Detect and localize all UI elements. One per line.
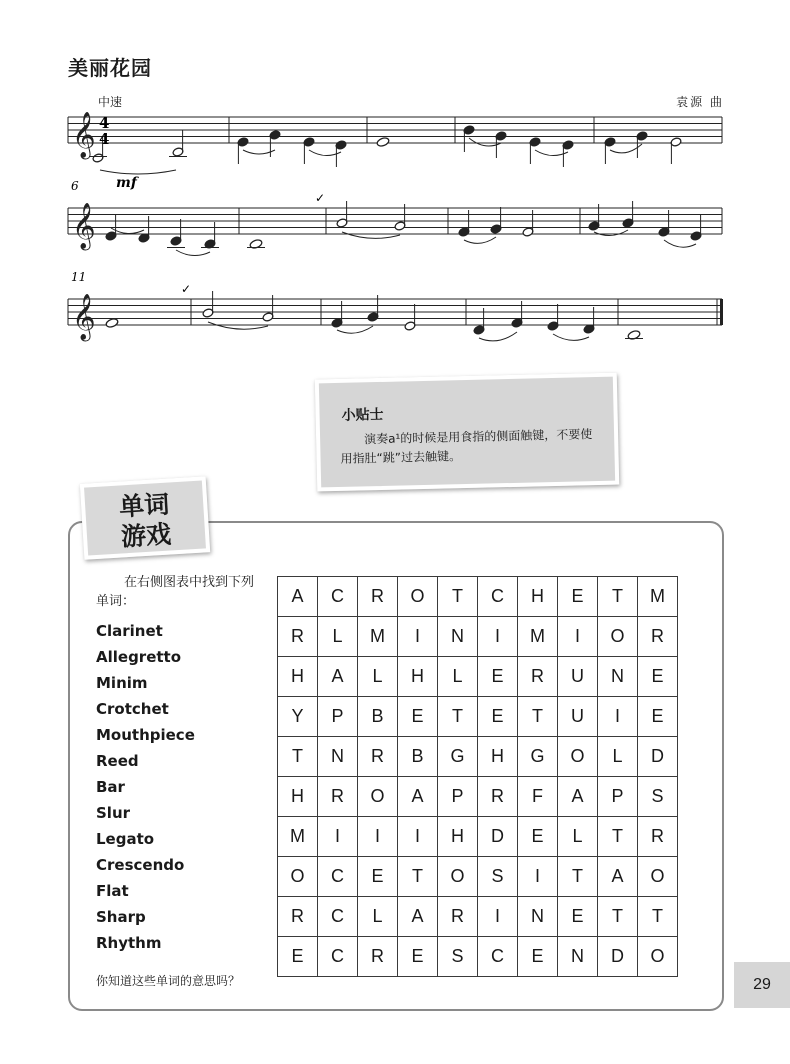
grid-cell[interactable]: L [438,657,478,697]
grid-cell[interactable]: T [398,857,438,897]
grid-cell[interactable]: I [358,817,398,857]
grid-cell[interactable]: E [558,577,598,617]
grid-cell[interactable]: O [638,937,678,977]
grid-cell[interactable]: I [398,617,438,657]
grid-cell[interactable]: R [478,777,518,817]
word-list-item: Allegretto [96,648,182,666]
word-list-item: Crotchet [96,700,169,718]
grid-cell[interactable]: T [438,577,478,617]
note-head [376,137,390,148]
grid-cell[interactable]: L [358,657,398,697]
treble-clef-icon: 𝄞 [72,203,96,249]
grid-row [278,897,678,937]
grid-cell[interactable]: R [438,897,478,937]
grid-cell[interactable]: C [318,577,358,617]
treble-clef-icon: 𝄞 [72,112,96,158]
game-question: 你知道这些单词的意思吗？ [96,974,241,988]
grid-cell[interactable]: H [278,657,318,697]
grid-cell[interactable]: O [438,857,478,897]
tip-box [315,373,619,492]
grid-cell[interactable]: N [518,897,558,937]
grid-cell[interactable]: E [638,697,678,737]
measure-number-11: 11 [71,270,87,284]
word-list-item: Rhythm [96,934,162,952]
grid-cell[interactable]: G [518,737,558,777]
grid-cell[interactable]: R [358,937,398,977]
grid-cell[interactable]: R [278,897,318,937]
dynamic-marking: mf [116,175,137,191]
grid-cell[interactable]: O [278,857,318,897]
grid-cell[interactable]: T [278,737,318,777]
slur [342,232,400,238]
time-signature-top: 4 [99,114,110,132]
grid-row [278,817,678,857]
word-list-item: Legato [96,830,155,848]
grid-cell[interactable]: T [558,857,598,897]
tip-body: 演奏a¹的时候是用食指的侧面触键，不要使用指肚“跳”过去触键。 [340,427,593,466]
grid-cell[interactable]: A [278,577,318,617]
grid-cell[interactable]: A [598,857,638,897]
word-list [96,620,195,958]
measure-number-6: 6 [71,179,79,193]
grid-cell[interactable]: I [318,817,358,857]
grid-cell[interactable]: T [598,817,638,857]
grid-cell[interactable]: S [478,857,518,897]
grid-cell[interactable]: N [598,657,638,697]
word-list-item: Minim [96,674,148,692]
grid-cell[interactable]: O [358,777,398,817]
grid-row [278,777,678,817]
grid-cell[interactable]: O [638,857,678,897]
grid-cell[interactable]: R [358,577,398,617]
grid-cell[interactable]: E [398,697,438,737]
word-search-grid [277,576,678,977]
word-list-item: Clarinet [96,622,163,640]
slur [100,170,176,174]
word-list-item: Mouthpiece [96,726,195,744]
grid-cell[interactable]: I [558,617,598,657]
grid-cell[interactable]: E [558,897,598,937]
word-list-item: Slur [96,804,131,822]
grid-row [278,577,678,617]
grid-row [278,657,678,697]
grid-cell[interactable]: R [318,777,358,817]
grid-cell[interactable]: E [278,937,318,977]
slur [553,334,589,340]
grid-cell[interactable]: U [558,697,598,737]
tip-title: 小贴士 [341,406,384,424]
grid-cell[interactable]: D [638,737,678,777]
page-number: 29 [734,962,790,1008]
grid-cell[interactable]: R [278,617,318,657]
grid-cell[interactable]: D [478,817,518,857]
grid-cell[interactable]: H [438,817,478,857]
word-list-item: Reed [96,752,139,770]
slur [208,322,268,329]
grid-cell[interactable]: D [598,937,638,977]
grid-cell[interactable]: N [318,737,358,777]
grid-cell[interactable]: E [398,937,438,977]
grid-cell[interactable]: G [438,737,478,777]
grid-cell[interactable]: O [558,737,598,777]
grid-cell[interactable]: T [598,897,638,937]
grid-cell[interactable]: H [478,737,518,777]
tempo-marking: 中速 [98,95,123,109]
breath-mark: ✓ [181,282,192,296]
grid-cell[interactable]: C [318,897,358,937]
grid-cell[interactable]: H [398,657,438,697]
grid-cell[interactable]: S [638,777,678,817]
grid-cell[interactable]: I [598,697,638,737]
grid-cell[interactable]: M [358,617,398,657]
grid-cell[interactable]: U [558,657,598,697]
grid-cell[interactable]: R [518,657,558,697]
grid-cell[interactable]: A [398,897,438,937]
grid-cell[interactable]: E [358,857,398,897]
grid-cell[interactable]: A [558,777,598,817]
grid-cell[interactable]: R [358,737,398,777]
treble-clef-icon: 𝄞 [72,294,96,340]
word-game-label-line1: 单词 [118,489,171,522]
grid-cell[interactable]: S [438,937,478,977]
grid-cell[interactable]: P [318,697,358,737]
grid-cell[interactable]: E [478,697,518,737]
grid-cell[interactable]: N [438,617,478,657]
grid-cell[interactable]: L [558,817,598,857]
word-list-item: Flat [96,882,129,900]
grid-cell[interactable]: B [358,697,398,737]
game-instruction: 在右侧图表中找到下列单词： [96,575,255,609]
word-list-item: Sharp [96,908,146,926]
grid-cell[interactable]: R [638,817,678,857]
grid-row [278,697,678,737]
grid-cell[interactable]: L [358,897,398,937]
grid-row [278,937,678,977]
note-head [105,318,119,329]
grid-row [278,857,678,897]
grid-cell[interactable]: T [638,897,678,937]
slur [594,230,628,236]
slur [664,240,696,247]
final-barline [720,299,723,325]
grid-cell[interactable]: E [478,657,518,697]
grid-cell[interactable]: E [518,937,558,977]
breath-mark: ✓ [315,191,326,205]
grid-cell[interactable]: B [398,737,438,777]
grid-cell[interactable]: F [518,777,558,817]
grid-cell[interactable]: I [478,617,518,657]
grid-cell[interactable]: M [518,617,558,657]
composer-credit: 袁源 曲 [676,95,724,109]
word-list-item: Crescendo [96,856,185,874]
slur [479,332,517,341]
grid-row [278,617,678,657]
grid-cell[interactable]: P [438,777,478,817]
grid-row [278,737,678,777]
word-game-label [80,476,210,560]
slur [464,237,496,243]
grid-cell[interactable]: E [518,817,558,857]
grid-cell[interactable]: E [638,657,678,697]
word-list-item: Bar [96,778,125,796]
grid-cell[interactable]: P [598,777,638,817]
grid-cell[interactable]: I [478,897,518,937]
grid-cell[interactable]: I [398,817,438,857]
grid-cell[interactable]: L [318,617,358,657]
grid-cell[interactable]: R [638,617,678,657]
slur [337,326,373,333]
word-game-label-line2: 游戏 [120,519,172,552]
grid-cell[interactable]: C [318,937,358,977]
grid-cell[interactable]: O [598,617,638,657]
grid-cell[interactable]: C [478,577,518,617]
grid-cell[interactable]: O [398,577,438,617]
grid-cell[interactable]: M [638,577,678,617]
time-signature-bottom: 4 [99,130,110,148]
grid-cell[interactable]: N [558,937,598,977]
grid-cell[interactable]: H [518,577,558,617]
grid-cell[interactable]: A [398,777,438,817]
grid-cell[interactable]: A [318,657,358,697]
grid-cell[interactable]: M [278,817,318,857]
grid-cell[interactable]: L [598,737,638,777]
slur [176,250,210,256]
grid-cell[interactable]: C [318,857,358,897]
grid-cell[interactable]: T [518,697,558,737]
grid-cell[interactable]: I [518,857,558,897]
grid-cell[interactable]: H [278,777,318,817]
grid-cell[interactable]: T [438,697,478,737]
grid-cell[interactable]: T [598,577,638,617]
song-title: 美丽花园 [68,56,152,80]
grid-cell[interactable]: C [478,937,518,977]
grid-cell[interactable]: Y [278,697,318,737]
music-score [0,0,790,360]
